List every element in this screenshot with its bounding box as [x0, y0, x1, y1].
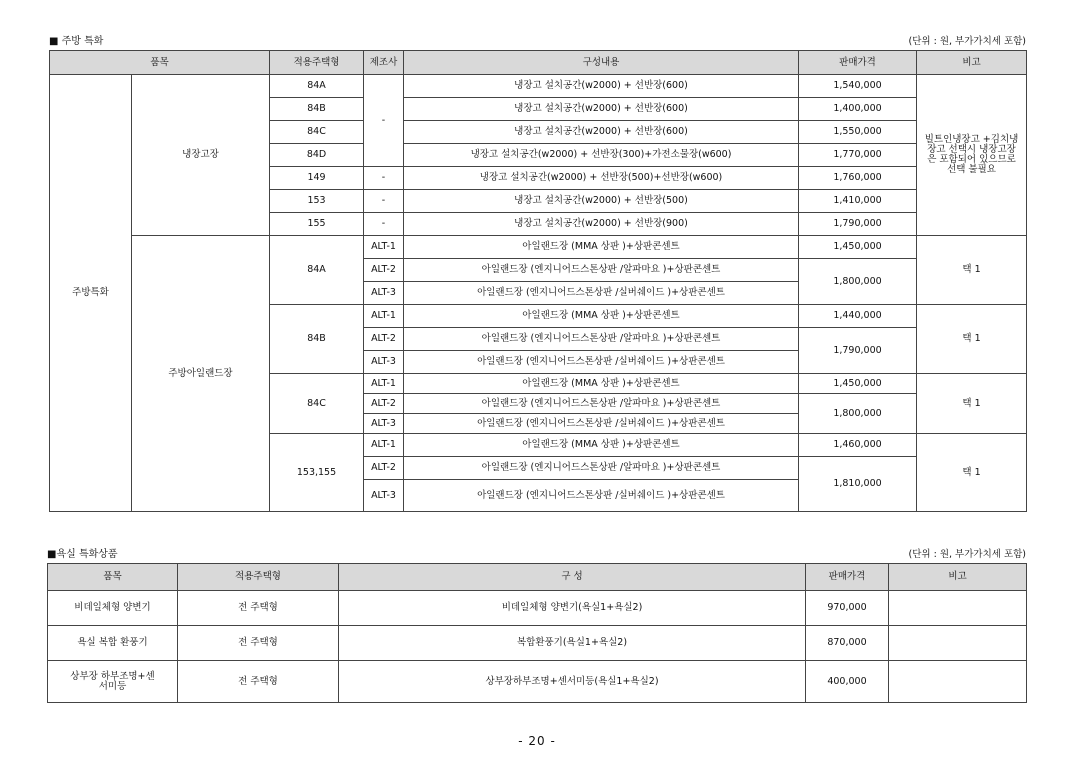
alt-cell: ALT-1	[364, 305, 404, 328]
alt-cell: ALT-2	[364, 457, 404, 480]
alt-cell: ALT-2	[364, 328, 404, 351]
item-cell: 상부장 하부조명+센서미등	[48, 661, 178, 703]
type-cell: 155	[270, 213, 364, 236]
kitchen-section-title: ■ 주방 특화	[49, 36, 104, 47]
maker-cell: -	[364, 167, 404, 190]
type-cell: 전 주택형	[178, 626, 339, 661]
bath-table	[47, 563, 1027, 703]
alt-cell: ALT-1	[364, 236, 404, 259]
price-cell: 1,810,000	[799, 457, 917, 512]
header-price: 판매가격	[806, 564, 889, 591]
content-cell: 아일랜드장 (엔지니어드스톤상판 /알파마요 )+상판콘센트	[404, 328, 799, 351]
note-cell	[889, 626, 1027, 661]
kitchen-unit-note: (단위 : 원, 부가가치세 포함)	[908, 36, 1026, 47]
type-cell: 153	[270, 190, 364, 213]
content-cell: 상부장하부조명+센서미등(욕실1+욕실2)	[339, 661, 806, 703]
header-price: 판매가격	[799, 51, 917, 75]
alt-cell: ALT-2	[364, 259, 404, 282]
header-item: 품목	[50, 51, 270, 75]
price-cell: 1,450,000	[799, 374, 917, 394]
island-name: 주방아일랜드장	[132, 236, 270, 512]
alt-cell: ALT-1	[364, 374, 404, 394]
content-cell: 냉장고 설치공간(w2000) + 선반장(600)	[404, 98, 799, 121]
category-cell: 주방특화	[50, 75, 132, 512]
maker-cell: -	[364, 190, 404, 213]
bath-unit-note: (단위 : 원, 부가가치세 포함)	[908, 549, 1026, 560]
header-content: 구 성	[339, 564, 806, 591]
price-cell: 1,760,000	[799, 167, 917, 190]
table-header-row	[50, 51, 1027, 75]
content-cell: 아일랜드장 (엔지니어드스톤상판 /실버쉐이드 )+상판콘센트	[404, 414, 799, 434]
content-cell: 아일랜드장 (MMA 상판 )+상판콘센트	[404, 236, 799, 259]
price-cell: 1,440,000	[799, 305, 917, 328]
type-cell: 84B	[270, 98, 364, 121]
table-header-row	[48, 564, 1027, 591]
fridge-note: 빌트인냉장고 +김치냉장고 선택시 냉장고장은 포함되어 있으므로 선택 불필요	[917, 75, 1027, 236]
type-cell: 84C	[270, 121, 364, 144]
note-cell	[889, 661, 1027, 703]
alt-cell: ALT-2	[364, 394, 404, 414]
content-cell: 냉장고 설치공간(w2000) + 선반장(500)	[404, 190, 799, 213]
page-number: - 20 -	[518, 734, 556, 748]
content-cell: 아일랜드장 (MMA 상판 )+상판콘센트	[404, 374, 799, 394]
type-cell: 전 주택형	[178, 591, 339, 626]
kitchen-table	[49, 50, 1027, 512]
content-cell: 아일랜드장 (MMA 상판 )+상판콘센트	[404, 305, 799, 328]
alt-cell: ALT-3	[364, 351, 404, 374]
header-note: 비고	[917, 51, 1027, 75]
table-row	[50, 236, 1027, 259]
content-cell: 아일랜드장 (엔지니어드스톤상판 /알파마요 )+상판콘센트	[404, 457, 799, 480]
type-cell: 전 주택형	[178, 661, 339, 703]
alt-cell: ALT-3	[364, 414, 404, 434]
type-cell: 84D	[270, 144, 364, 167]
maker-cell: -	[364, 213, 404, 236]
item-cell: 비데일체형 양변기	[48, 591, 178, 626]
maker-cell: -	[364, 75, 404, 167]
note-cell	[889, 591, 1027, 626]
price-cell: 400,000	[806, 661, 889, 703]
content-cell: 냉장고 설치공간(w2000) + 선반장(300)+가전소물장(w600)	[404, 144, 799, 167]
price-cell: 1,410,000	[799, 190, 917, 213]
type-cell: 149	[270, 167, 364, 190]
note-cell: 택 1	[917, 374, 1027, 434]
price-cell: 1,460,000	[799, 434, 917, 457]
content-cell: 아일랜드장 (엔지니어드스톤상판 /알파마요 )+상판콘센트	[404, 394, 799, 414]
item-cell: 욕실 복합 환풍기	[48, 626, 178, 661]
content-cell: 아일랜드장 (엔지니어드스톤상판 /실버쉐이드 )+상판콘센트	[404, 282, 799, 305]
alt-cell: ALT-1	[364, 434, 404, 457]
price-cell: 1,800,000	[799, 394, 917, 434]
price-cell: 1,450,000	[799, 236, 917, 259]
content-cell: 냉장고 설치공간(w2000) + 선반장(900)	[404, 213, 799, 236]
price-cell: 1,540,000	[799, 75, 917, 98]
bath-section-title: ■욕실 특화상품	[47, 549, 118, 560]
type-cell: 84A	[270, 236, 364, 305]
table-row	[48, 591, 1027, 626]
type-cell: 84B	[270, 305, 364, 374]
note-cell: 택 1	[917, 236, 1027, 305]
header-item: 품목	[48, 564, 178, 591]
content-cell: 냉장고 설치공간(w2000) + 선반장(500)+선반장(w600)	[404, 167, 799, 190]
content-cell: 비데일체형 양변기(욕실1+욕실2)	[339, 591, 806, 626]
header-content: 구성내용	[404, 51, 799, 75]
note-cell: 택 1	[917, 434, 1027, 512]
header-type: 적용주택형	[178, 564, 339, 591]
alt-cell: ALT-3	[364, 480, 404, 512]
table-row	[48, 626, 1027, 661]
table-row	[48, 661, 1027, 703]
price-cell: 870,000	[806, 626, 889, 661]
content-cell: 아일랜드장 (엔지니어드스톤상판 /실버쉐이드 )+상판콘센트	[404, 351, 799, 374]
price-cell: 1,790,000	[799, 328, 917, 374]
type-cell: 153,155	[270, 434, 364, 512]
header-note: 비고	[889, 564, 1027, 591]
price-cell: 1,790,000	[799, 213, 917, 236]
content-cell: 냉장고 설치공간(w2000) + 선반장(600)	[404, 75, 799, 98]
content-cell: 아일랜드장 (엔지니어드스톤상판 /실버쉐이드 )+상판콘센트	[404, 480, 799, 512]
type-cell: 84C	[270, 374, 364, 434]
header-type: 적용주택형	[270, 51, 364, 75]
table-row	[50, 75, 1027, 98]
alt-cell: ALT-3	[364, 282, 404, 305]
price-cell: 1,770,000	[799, 144, 917, 167]
price-cell: 970,000	[806, 591, 889, 626]
fridge-name: 냉장고장	[132, 75, 270, 236]
content-cell: 냉장고 설치공간(w2000) + 선반장(600)	[404, 121, 799, 144]
price-cell: 1,400,000	[799, 98, 917, 121]
price-cell: 1,550,000	[799, 121, 917, 144]
content-cell: 아일랜드장 (엔지니어드스톤상판 /알파마요 )+상판콘센트	[404, 259, 799, 282]
note-cell: 택 1	[917, 305, 1027, 374]
content-cell: 아일랜드장 (MMA 상판 )+상판콘센트	[404, 434, 799, 457]
content-cell: 복합환풍기(욕실1+욕실2)	[339, 626, 806, 661]
type-cell: 84A	[270, 75, 364, 98]
price-cell: 1,800,000	[799, 259, 917, 305]
header-maker: 제조사	[364, 51, 404, 75]
